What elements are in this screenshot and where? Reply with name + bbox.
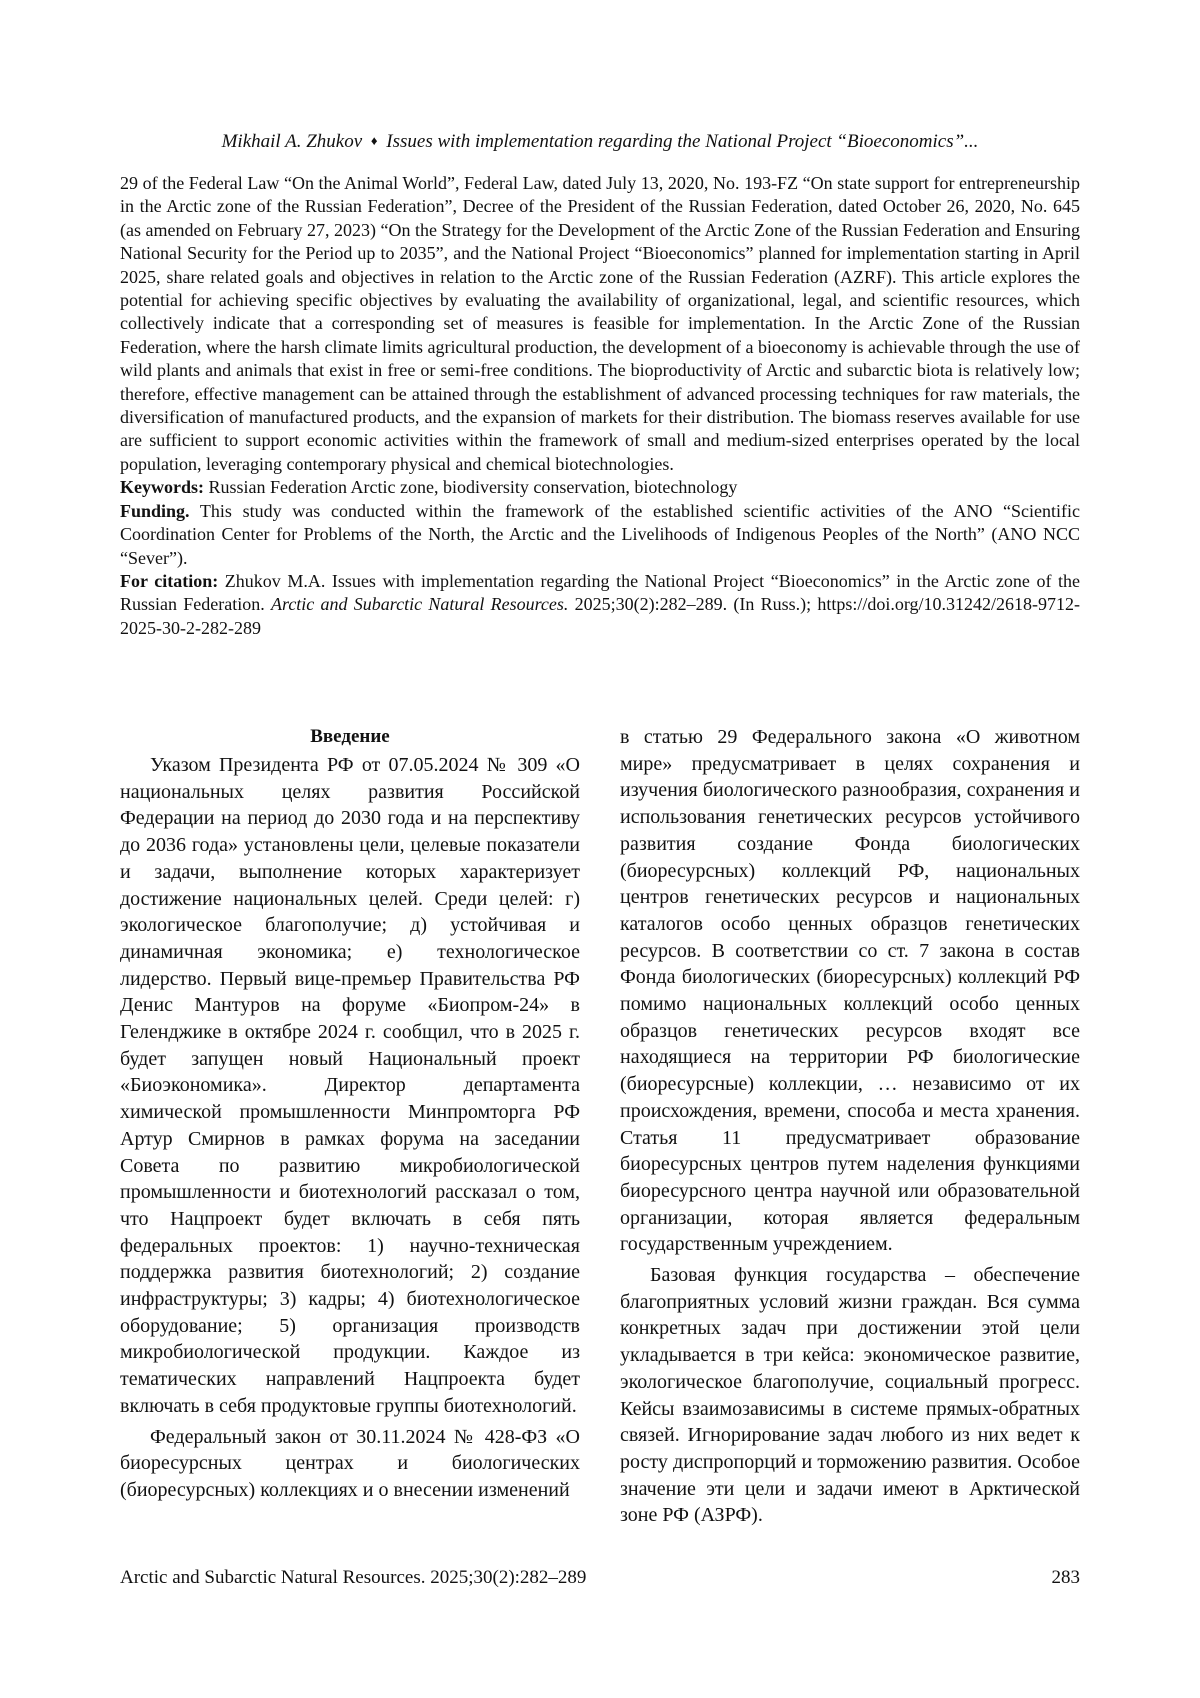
keywords-label: Keywords:	[120, 477, 204, 498]
citation-post: 2025;30(2):282–289. (In Russ.); https://doi.org/10.31242/2618-9712-2025-30-2-282-289	[120, 594, 1081, 638]
abstract-text: 29 of the Federal Law “On the Animal World”, Federal Law, dated July 13, 2020, No. 193-FZ “On state support for entrepreneurship in the Arctic zone of the Russian Federation”, Decree of the President of the Russian Federation, dated October 26, 2020, No. 645 (as amended on February 27, 2023) “On the Strategy for the Development of the Arctic Zone of the Russian Federation and Ensuring National Security for the Period up to 2035”, and the National Project “Bioeconomics” planned for implementation starting in April 2025, share related goals and objectives in relation to the Arctic zone of the Russian Federation (AZRF). This article explores the potential for achieving specific objectives by evaluating the availability of organizational, legal, and scientific resources, which collectively indicate that a corresponding set of measures is feasible for implementation. In the Arctic Zone of the Russian Federation, where the harsh climate limits agricultural production, the development of a bioeconomy is achievable through the use of wild plants and animals that exist in free or semi-free conditions. The bioproductivity of Arctic and subarctic biota is relatively low; therefore, effective management can be attained through the establishment of advanced processing techniques for raw materials, the diversification of manufactured products, and the expansion of markets for their distribution. The biomass reserves available for use are sufficient to support economic activities within the framework of small and medium-sized enterprises operated by the local population, leveraging contemporary physical and chemical biotechnologies.	[120, 173, 1080, 474]
right-paragraph-1: в статью 29 Федерального закона «О животном мире» предусматривает в целях сохранения и изучения биологического разнообразия, сохранения и использования генетических ресурсов устойчивого развития создание Фонда биологических (биоресурсных) коллекций РФ, национальных центров генетических ресурсов и национальных каталогов особо ценных образцов генетических ресурсов. В соответствии со ст. 7 закона в состав Фонда биологических (биоресурсных) коллекций РФ помимо национальных коллекций особо ценных образцов генетических ресурсов входят все находящиеся на территории РФ биологические (биоресурсные) коллекции, … независимо от их происхождения, времени, способа и места хранения. Статья 11 предусматривает образование биоресурсных центров путем наделения функциями биоресурсного центра научной или образовательной организации, которая является федеральным государственным учреждением.	[620, 726, 1080, 1256]
running-head-author: Mikhail A. Zhukov	[221, 131, 363, 152]
citation-pre: Zhukov M.A. Issues with implementation regarding the National Project “Bioeconomics” in the Arctic zone of the Russian Federation.	[120, 570, 1080, 615]
footer-journal: Arctic and Subarctic Natural Resources. 2025;30(2):282–289	[120, 1567, 587, 1588]
left-paragraph-2: Федеральный закон от 30.11.2024 № 428-ФЗ «О биоресурсных центрах и биологических (биоресурсных) коллекциях и о внесении изменений	[120, 1425, 580, 1501]
page-footer	[120, 1567, 1080, 1589]
right-column	[620, 724, 1080, 1529]
left-paragraph-1: Указом Президента РФ от 07.05.2024 № 309 «О национальных целях развития Российской Федерации на период до 2030 года и на перспективу до 2036 года» установлены цели, целевые показатели и задачи, выполнение которых характеризует достижение национальных целей. Среди целей: г) экологическое благополучие; д) устойчивая и динамичная экономика; е) технологическое лидерство. Первый вице-премьер Правительства РФ Денис Мантуров на форуме «Биопром-24» в Геленджике в октябре 2024 г. сообщил, что в 2025 г. будет запущен новый Национальный проект «Биоэкономика». Директор департамента химической промышленности Минпромторга РФ Артур Смирнов в рамках форума на заседании Совета по развитию микробиологической промышленности и биотехнологий рассказал о том, что Нацпроект будет включать в себя пять федеральных проектов: 1) научно-техническая поддержка развития биотехнологий; 2) создание инфраструктуры; 3) кадры; 4) биотехнологическое оборудование; 5) организация производств микробиологической продукции. Каждое из тематических направлений Нацпроекта будет включать в себя продуктовые группы биотехнологий.	[120, 754, 580, 1417]
page-number: 283	[1051, 1567, 1080, 1588]
keywords-value: Russian Federation Arctic zone, biodiversity conservation, biotechnology	[208, 477, 738, 498]
citation-journal: Arctic and Subarctic Natural Resources.	[270, 594, 569, 615]
section-title: Введение	[310, 726, 390, 747]
funding-line	[120, 500, 1080, 570]
running-head	[120, 130, 1080, 153]
citation-line	[120, 570, 1080, 640]
abstract-block	[120, 172, 1080, 640]
running-head-separator: ♦	[370, 133, 378, 148]
funding-value: This study was conducted within the framework of the established scientific activities of the ANO “Scientific Coordination Center for Problems of the North, the Arctic and the Livelihoods of Indigenous Peoples of the North” (ANO NCC “Sever”).	[120, 500, 1080, 568]
keywords-line	[120, 476, 1080, 499]
funding-label: Funding.	[120, 500, 190, 521]
running-head-title: Issues with implementation regarding the National Project “Bioeconomics”...	[386, 131, 979, 152]
citation-label: For citation:	[120, 570, 219, 591]
left-column	[120, 724, 580, 1504]
right-paragraph-2: Базовая функция государства – обеспечение благоприятных условий жизни граждан. Вся сумма конкретных задач при достижении этой цели укладывается в три кейса: экономическое развитие, экологическое благополучие, социальный прогресс. Кейсы взаимозависимы в системе прямых-обратных связей. Игнорирование задач любого из них ведет к росту диспропорций и торможению развития. Особое значение эти цели и задачи имеют в Арктической зоне РФ (АЗРФ).	[620, 1264, 1080, 1527]
